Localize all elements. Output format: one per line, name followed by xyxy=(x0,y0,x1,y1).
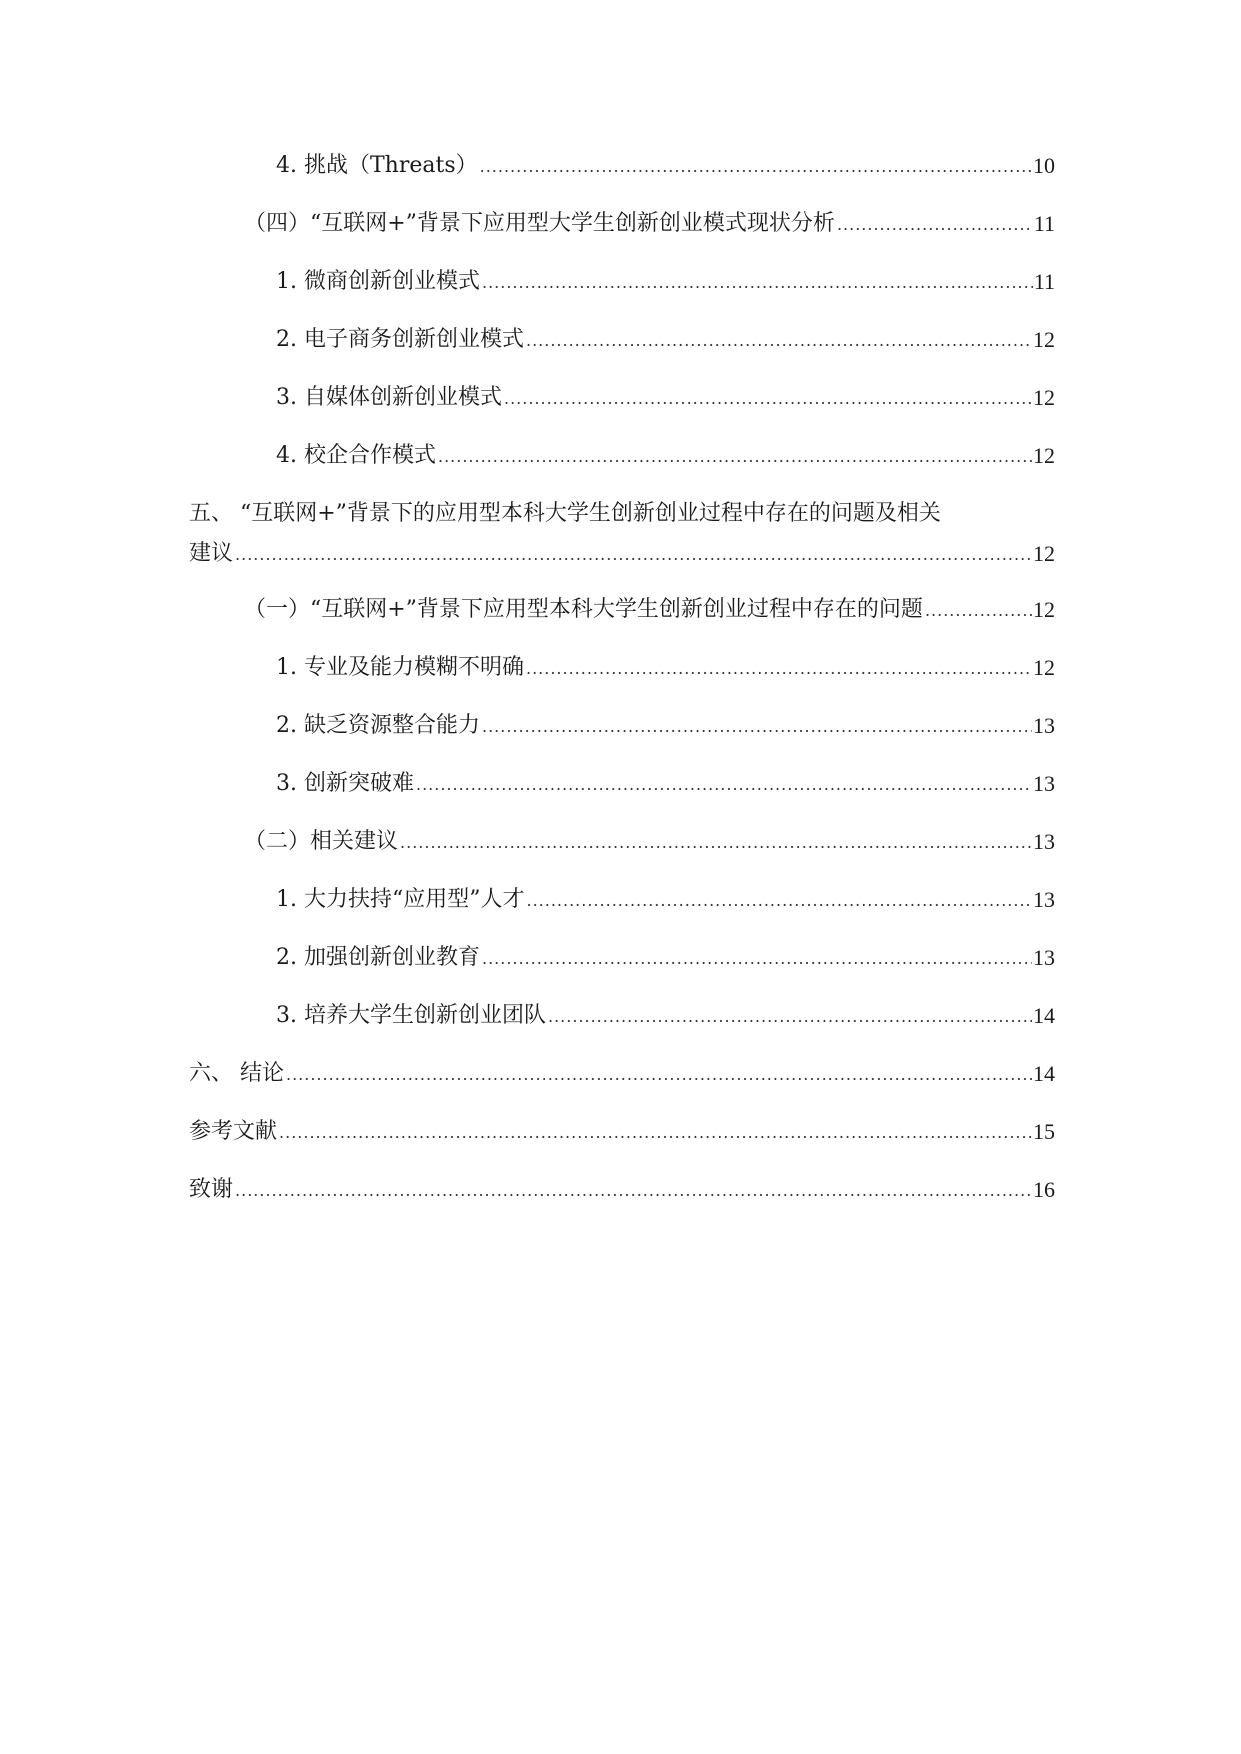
dot-leader xyxy=(526,327,1032,353)
dot-leader xyxy=(279,1119,1032,1145)
toc-entry-school-enterprise[interactable] xyxy=(189,443,1055,501)
toc-entry-text: 2. 加强创新创业教育 xyxy=(276,945,480,970)
toc-entry-conclusion[interactable] xyxy=(189,1061,1055,1119)
toc-entry-ecommerce[interactable] xyxy=(189,327,1055,385)
toc-entry-section-5-1[interactable] xyxy=(189,597,1055,655)
toc-page-number: 14 xyxy=(1033,1061,1055,1086)
toc-page-number: 10 xyxy=(1033,153,1055,178)
toc-entry-text-line1: 五、 “互联网+”背景下的应用型本科大学生创新创业过程中存在的问题及相关 xyxy=(189,501,941,526)
dot-leader xyxy=(482,269,1033,295)
table-of-contents xyxy=(189,153,1055,1235)
toc-entry-team[interactable] xyxy=(189,1003,1055,1061)
toc-entry-support-talent[interactable] xyxy=(189,887,1055,945)
toc-entry-text: 1. 微商创新创业模式 xyxy=(276,269,480,294)
toc-entry-section-4[interactable] xyxy=(189,211,1055,269)
toc-entry-innovation-difficulty[interactable] xyxy=(189,771,1055,829)
toc-page-number: 15 xyxy=(1033,1119,1055,1144)
toc-entry-chapter-5[interactable] xyxy=(189,501,1055,597)
toc-page-number: 13 xyxy=(1033,887,1055,912)
toc-page-number: 12 xyxy=(1033,385,1055,410)
toc-entry-text: 六、 结论 xyxy=(189,1061,284,1086)
toc-entry-text: 4. 校企合作模式 xyxy=(276,443,436,468)
toc-entry-text: 4. 挑战（Threats） xyxy=(276,153,478,178)
toc-entry-text: 3. 培养大学生创新创业团队 xyxy=(276,1003,546,1028)
toc-entry-self-media[interactable] xyxy=(189,385,1055,443)
dot-leader xyxy=(837,211,1033,237)
toc-page-number: 12 xyxy=(1033,597,1055,622)
dot-leader xyxy=(925,597,1032,623)
dot-leader xyxy=(416,771,1032,797)
toc-page-number: 12 xyxy=(1033,327,1055,352)
toc-entry-text: （二）相关建议 xyxy=(244,829,399,854)
toc-page-number: 13 xyxy=(1033,945,1055,970)
toc-page-number: 13 xyxy=(1033,829,1055,854)
dot-leader xyxy=(235,1177,1032,1203)
dot-leader xyxy=(235,541,1032,567)
toc-entry-text: 1. 大力扶持“应用型”人才 xyxy=(276,887,525,912)
toc-entry-text: （四）“互联网+”背景下应用型大学生创新创业模式现状分析 xyxy=(244,211,835,236)
toc-page-number: 12 xyxy=(1033,541,1055,566)
dot-leader xyxy=(438,443,1032,469)
toc-entry-references[interactable] xyxy=(189,1119,1055,1177)
toc-entry-wechat-business[interactable] xyxy=(189,269,1055,327)
dot-leader xyxy=(504,385,1032,411)
toc-entry-text: 1. 专业及能力模糊不明确 xyxy=(276,655,524,680)
toc-entry-text: 2. 缺乏资源整合能力 xyxy=(276,713,480,738)
dot-leader xyxy=(286,1061,1032,1087)
toc-entry-text: 2. 电子商务创新创业模式 xyxy=(276,327,524,352)
dot-leader xyxy=(482,945,1032,971)
toc-page-number: 12 xyxy=(1033,443,1055,468)
dot-leader xyxy=(480,153,1032,179)
dot-leader xyxy=(482,713,1032,739)
dot-leader xyxy=(526,887,1032,913)
toc-entry-education[interactable] xyxy=(189,945,1055,1003)
dot-leader xyxy=(526,655,1032,681)
toc-page-number: 16 xyxy=(1033,1177,1055,1202)
toc-page-number: 13 xyxy=(1033,713,1055,738)
toc-entry-acknowledgements[interactable] xyxy=(189,1177,1055,1235)
toc-page-number: 12 xyxy=(1033,655,1055,680)
toc-entry-threats[interactable] xyxy=(189,153,1055,211)
dot-leader xyxy=(400,829,1032,855)
toc-entry-resource-integration[interactable] xyxy=(189,713,1055,771)
toc-entry-text: 3. 创新突破难 xyxy=(276,771,414,796)
toc-entry-section-5-2[interactable] xyxy=(189,829,1055,887)
toc-entry-text: （一）“互联网+”背景下应用型本科大学生创新创业过程中存在的问题 xyxy=(244,597,923,622)
toc-page-number: 11 xyxy=(1033,211,1055,236)
toc-entry-text: 致谢 xyxy=(189,1177,234,1202)
toc-entry-text: 参考文献 xyxy=(189,1119,278,1144)
toc-page-number: 13 xyxy=(1033,771,1055,796)
toc-page-number: 11 xyxy=(1033,269,1055,294)
toc-entry-text: 3. 自媒体创新创业模式 xyxy=(276,385,502,410)
toc-page-number: 14 xyxy=(1033,1003,1055,1028)
toc-entry-unclear-ability[interactable] xyxy=(189,655,1055,713)
toc-entry-text-line2: 建议 xyxy=(189,541,234,566)
dot-leader xyxy=(548,1003,1032,1029)
